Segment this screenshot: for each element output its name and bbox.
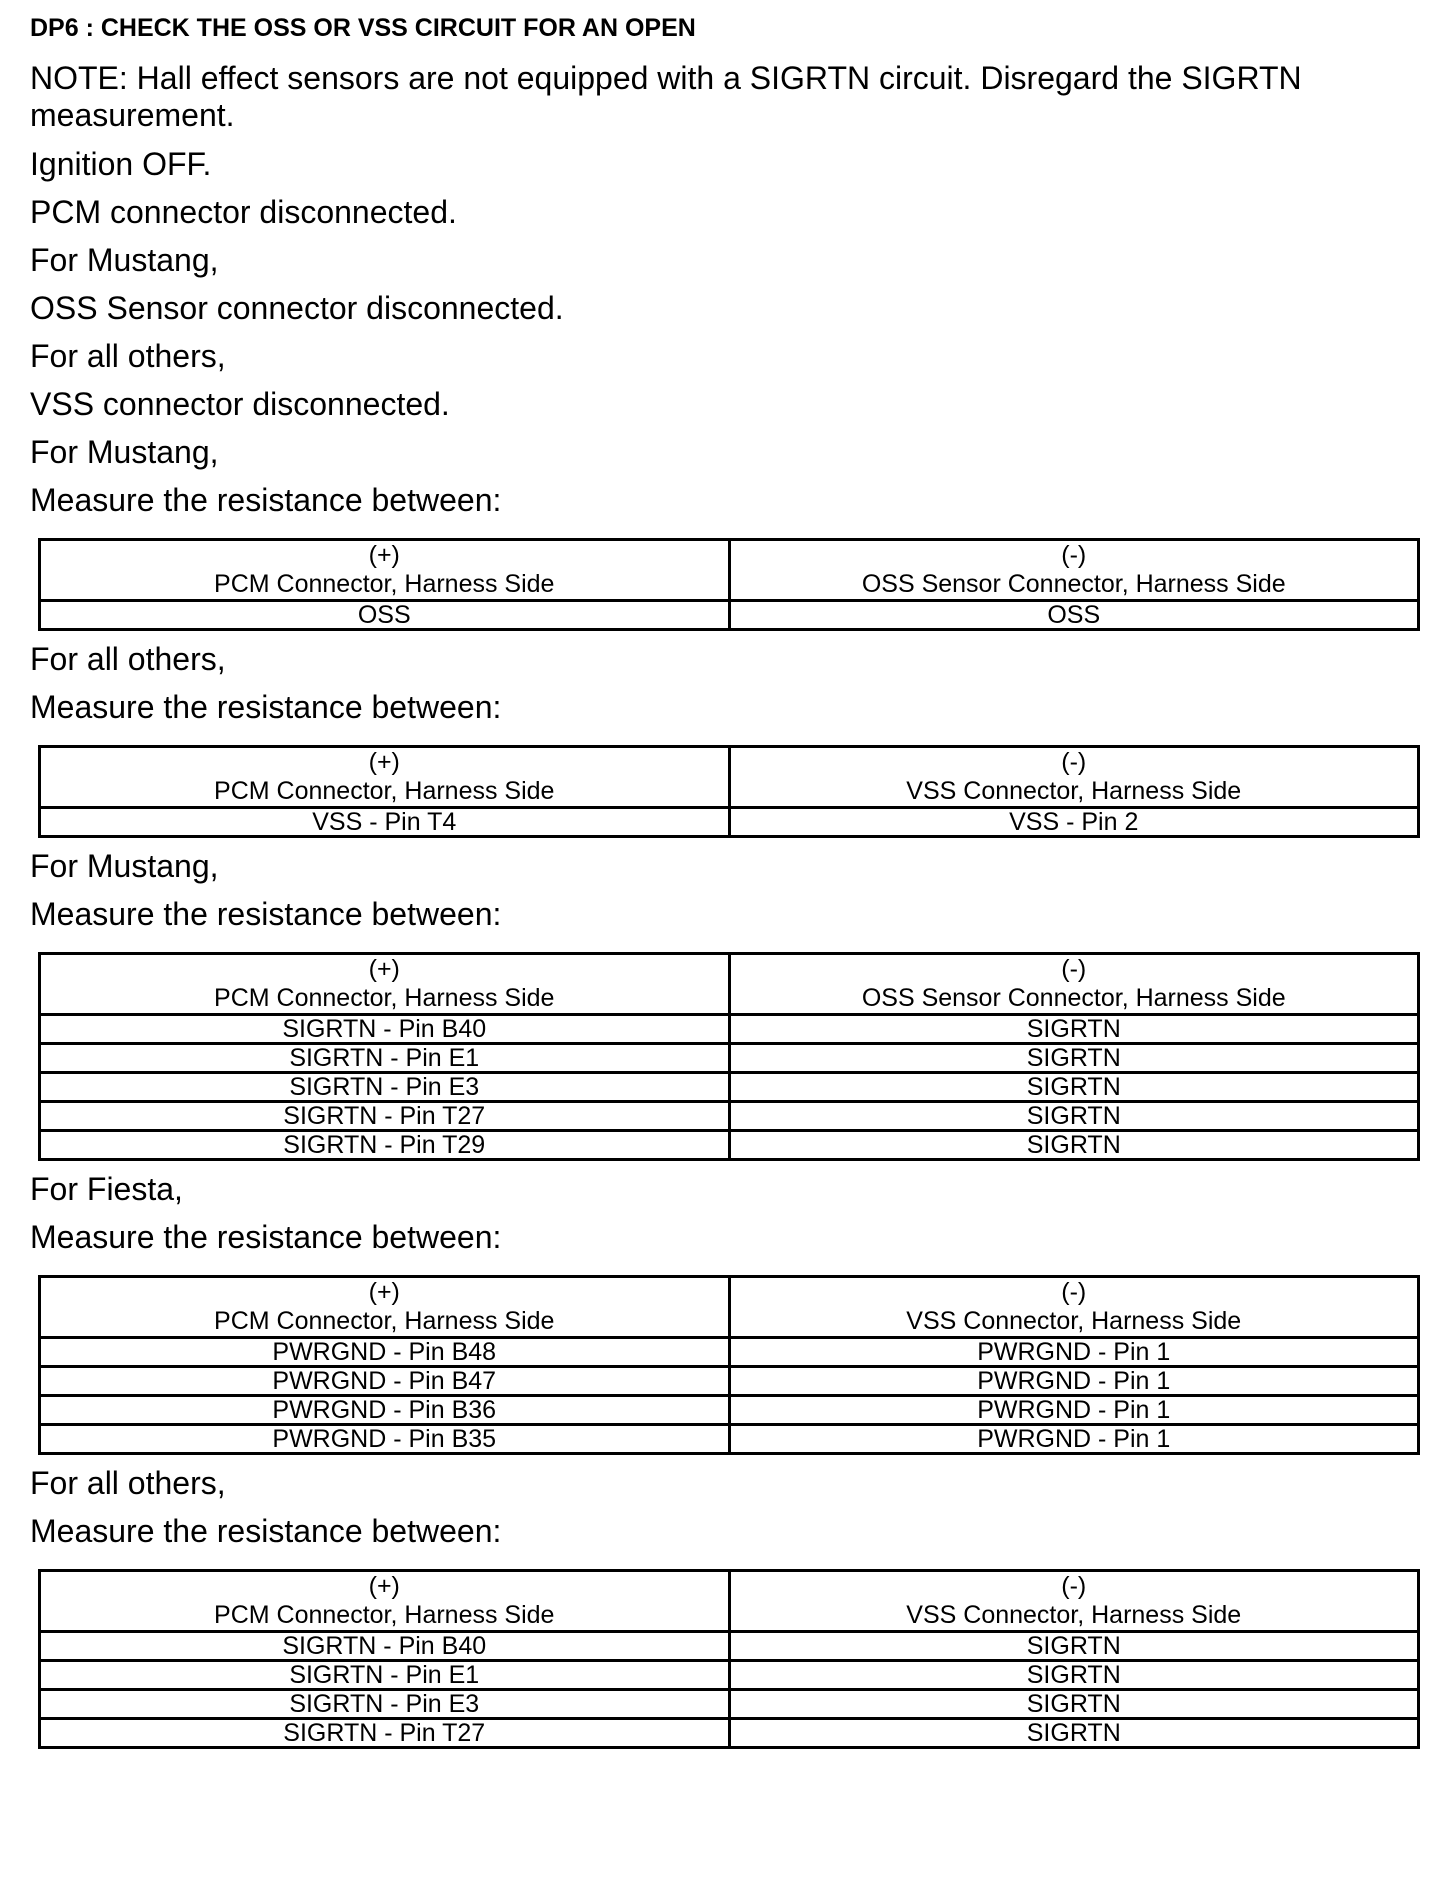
column-label: VSS Connector, Harness Side [906,1601,1242,1629]
sensor-pin-cell: SIGRTN [729,1719,1419,1748]
measurement-sections [30,434,1420,1749]
measure-instruction: Measure the resistance between: [30,1219,502,1255]
measure-instruction: Measure the resistance between: [30,896,502,932]
table-header-row [40,1571,1419,1632]
pcm-pin-cell: SIGRTN - Pin E3 [40,1073,730,1102]
table-row [40,1015,1419,1044]
measure-instruction: Measure the resistance between: [30,482,502,518]
polarity-label: (-) [1061,1572,1087,1600]
conditions-list [30,146,1420,422]
pcm-pin-cell: SIGRTN - Pin E1 [40,1661,730,1690]
table-row [40,1719,1419,1748]
pcm-pin-cell: PWRGND - Pin B47 [40,1367,730,1396]
pcm-column-header [40,1277,730,1338]
column-label: VSS Connector, Harness Side [906,777,1242,805]
measurement-section [30,641,1420,838]
polarity-label: (-) [1061,1278,1087,1306]
pcm-column-header [40,540,730,601]
table-row [40,1338,1419,1367]
table-row [40,1690,1419,1719]
note-text: NOTE: Hall effect sensors are not equipped with a SIGRTN circuit. Disregard the SIGRTN measurement. [30,60,1302,133]
resistance-table [38,1569,1420,1749]
table-row [40,1425,1419,1454]
condition-item: For all others, [30,338,226,374]
pcm-pin-cell: PWRGND - Pin B35 [40,1425,730,1454]
pcm-pin-cell: OSS [40,601,730,630]
pcm-pin-cell: SIGRTN - Pin E1 [40,1044,730,1073]
condition-item: For Mustang, [30,242,219,278]
sensor-pin-cell: SIGRTN [729,1131,1419,1160]
column-label: PCM Connector, Harness Side [214,1601,555,1629]
pcm-pin-cell: SIGRTN - Pin T27 [40,1102,730,1131]
table-row [40,1661,1419,1690]
sensor-pin-cell: SIGRTN [729,1690,1419,1719]
sensor-pin-cell: SIGRTN [729,1661,1419,1690]
resistance-table [38,745,1420,838]
measure-instruction: Measure the resistance between: [30,689,502,725]
condition-item: PCM connector disconnected. [30,194,457,230]
vehicle-label: For Mustang, [30,434,219,470]
pcm-column-header [40,954,730,1015]
condition-item: VSS connector disconnected. [30,386,450,422]
page-title: DP6 : CHECK THE OSS OR VSS CIRCUIT FOR AN OPEN [30,14,696,42]
polarity-label: (+) [368,1572,400,1600]
column-label: PCM Connector, Harness Side [214,984,555,1012]
table-header-row [40,1277,1419,1338]
measurement-section [30,434,1420,631]
sensor-column-header [729,747,1419,808]
resistance-table [38,538,1420,631]
table-row [40,1044,1419,1073]
pcm-column-header [40,1571,730,1632]
pcm-pin-cell: SIGRTN - Pin B40 [40,1015,730,1044]
column-label: OSS Sensor Connector, Harness Side [861,570,1286,598]
table-row [40,1131,1419,1160]
column-label: VSS Connector, Harness Side [906,1307,1242,1335]
pcm-pin-cell: SIGRTN - Pin T27 [40,1719,730,1748]
column-label: PCM Connector, Harness Side [214,777,555,805]
table-row [40,1102,1419,1131]
sensor-column-header [729,1571,1419,1632]
pcm-column-header [40,747,730,808]
sensor-pin-cell: SIGRTN [729,1073,1419,1102]
table-header-row [40,954,1419,1015]
sensor-pin-cell: SIGRTN [729,1632,1419,1661]
pcm-pin-cell: PWRGND - Pin B36 [40,1396,730,1425]
sensor-pin-cell: PWRGND - Pin 1 [729,1396,1419,1425]
measurement-section [30,848,1420,1161]
vehicle-label: For all others, [30,641,226,677]
resistance-table [38,952,1420,1161]
column-label: OSS Sensor Connector, Harness Side [861,984,1286,1012]
sensor-pin-cell: PWRGND - Pin 1 [729,1367,1419,1396]
sensor-pin-cell: PWRGND - Pin 1 [729,1425,1419,1454]
measure-instruction: Measure the resistance between: [30,1513,502,1549]
table-row [40,1073,1419,1102]
sensor-pin-cell: SIGRTN [729,1044,1419,1073]
condition-item: Ignition OFF. [30,146,212,182]
vehicle-label: For Fiesta, [30,1171,183,1207]
vehicle-label: For Mustang, [30,848,219,884]
pcm-pin-cell: PWRGND - Pin B48 [40,1338,730,1367]
pcm-pin-cell: SIGRTN - Pin E3 [40,1690,730,1719]
pcm-pin-cell: SIGRTN - Pin B40 [40,1632,730,1661]
polarity-label: (-) [1061,541,1087,569]
sensor-column-header [729,954,1419,1015]
sensor-column-header [729,540,1419,601]
column-label: PCM Connector, Harness Side [214,570,555,598]
sensor-pin-cell: SIGRTN [729,1015,1419,1044]
table-row [40,1632,1419,1661]
resistance-table [38,1275,1420,1455]
sensor-pin-cell: VSS - Pin 2 [729,808,1419,837]
table-header-row [40,540,1419,601]
polarity-label: (-) [1061,748,1087,776]
pcm-pin-cell: SIGRTN - Pin T29 [40,1131,730,1160]
vehicle-label: For all others, [30,1465,226,1501]
measurement-section [30,1465,1420,1749]
sensor-pin-cell: SIGRTN [729,1102,1419,1131]
sensor-pin-cell: PWRGND - Pin 1 [729,1338,1419,1367]
condition-item: OSS Sensor connector disconnected. [30,290,564,326]
polarity-label: (+) [368,1278,400,1306]
pcm-pin-cell: VSS - Pin T4 [40,808,730,837]
measurement-section [30,1171,1420,1455]
sensor-column-header [729,1277,1419,1338]
sensor-pin-cell: OSS [729,601,1419,630]
polarity-label: (-) [1061,955,1087,983]
polarity-label: (+) [368,541,400,569]
table-row [40,808,1419,837]
table-row [40,1396,1419,1425]
polarity-label: (+) [368,955,400,983]
table-row [40,601,1419,630]
table-header-row [40,747,1419,808]
table-row [40,1367,1419,1396]
polarity-label: (+) [368,748,400,776]
column-label: PCM Connector, Harness Side [214,1307,555,1335]
